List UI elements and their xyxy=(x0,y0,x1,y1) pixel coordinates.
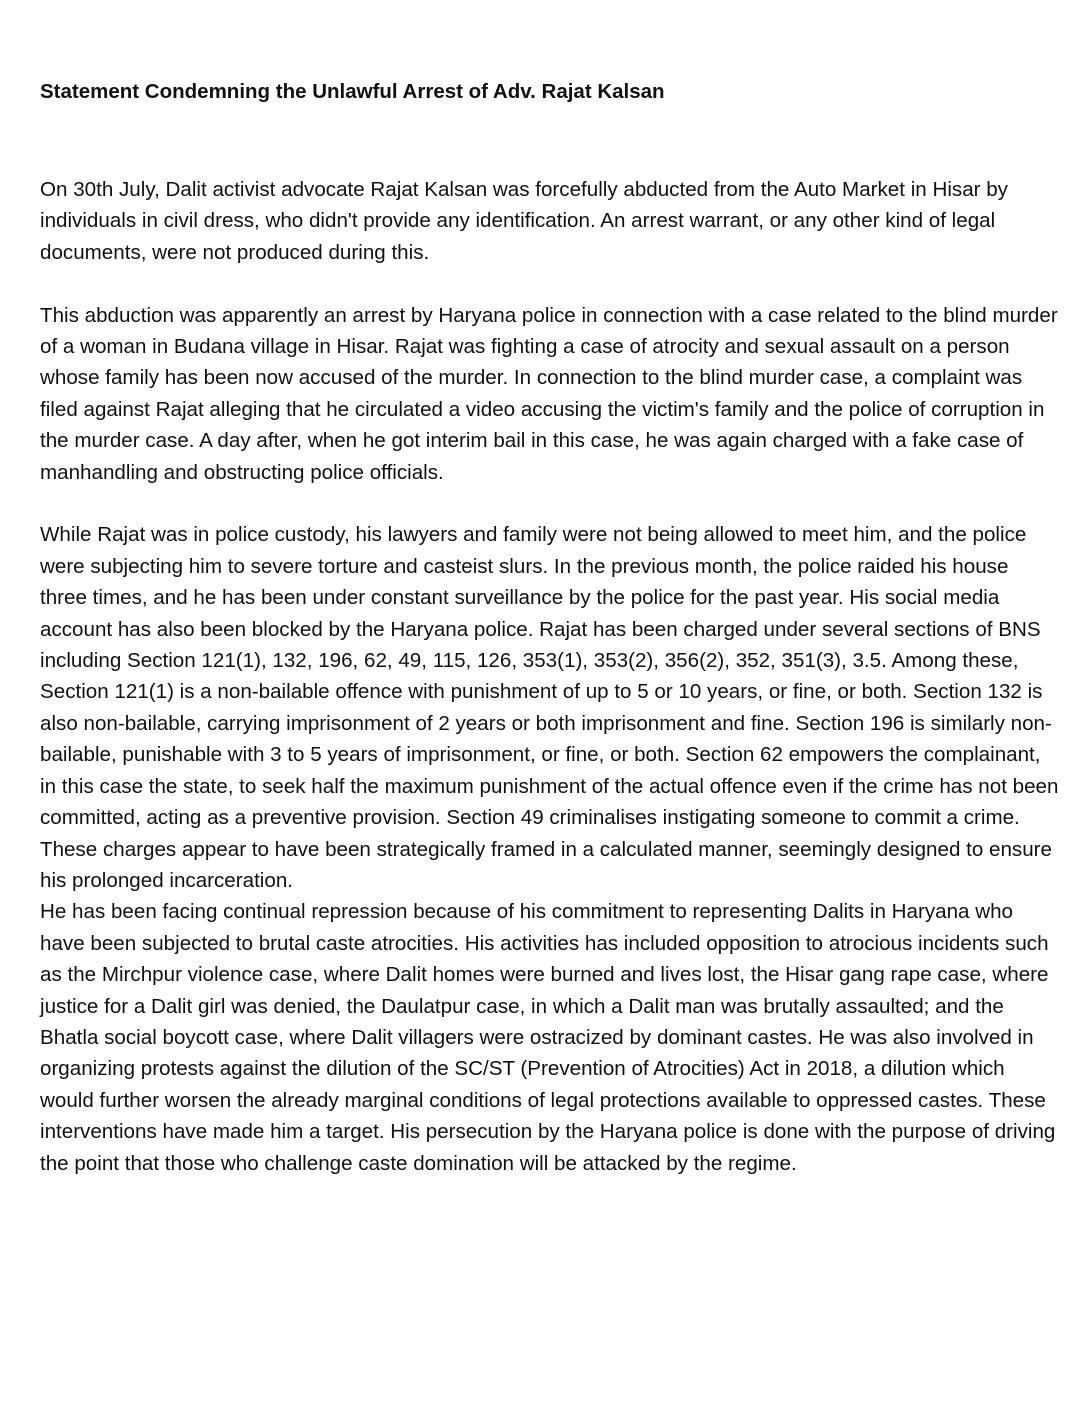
document-body xyxy=(40,174,1060,1179)
paragraph-abduction: On 30th July, Dalit activist advocate Rajat Kalsan was forcefully abducted from the Auto Market in Hisar by individuals in civil dress, who didn't provide any identification. An arrest warrant, or any other kind of legal documents, were not produced during this. xyxy=(40,178,1008,264)
paragraph-strategic-charges: These charges appear to have been strategically framed in a calculated manner, seemingly designed to ensure his prolonged incarceration. xyxy=(40,837,1052,892)
paragraph-repression: He has been facing continual repression because of his commitment to representing Dalits in Haryana who have been subjected to brutal caste atrocities. His activities has included opposition to atrocious incidents such as the Mirchpur violence case, where Dalit homes were burned and lives lost, the Hisar gang rape case, where justice for a Dalit girl was denied, the Daulatpur case, in which a Dalit man was brutally assaulted; and the Bhatla social boycott case, where Dalit villagers were ostracized by dominant castes. He was also involved in organizing protests against the dilution of the SC/ST (Prevention of Atrocities) Act in 2018, a dilution which would further worsen the already marginal conditions of legal protections available to oppressed castes. These interventions have made him a target. His persecution by the Haryana police is done with the purpose of driving the point that those who challenge caste domination will be attacked by the regime. xyxy=(40,900,1056,1175)
paragraph-arrest-context: This abduction was apparently an arrest by Haryana police in connection with a case related to the blind murder of a woman in Budana village in Hisar. Rajat was fighting a case of atrocity and sexual assault on a person whose family has been now accused of the murder. In connection to the blind murder case, a complaint was filed against Rajat alleging that he circulated a video accusing the victim's family and the police of corruption in the murder case. A day after, when he got interim bail in this case, he was again charged with a fake case of manhandling and obstructing police officials. xyxy=(40,303,1058,484)
document-page xyxy=(40,74,1060,1179)
paragraph-custody-charges: While Rajat was in police custody, his lawyers and family were not being allowed to meet him, and the police were subjecting him to severe torture and casteist slurs. In the previous month, the police raided his house three times, and he has been under constant surveillance by the police for the past year. His social media account has also been blocked by the Haryana police. Rajat has been charged under several sections of BNS including Section 121(1), 132, 196, 62, 49, 115, 126, 353(1), 353(2), 356(2), 352, 351(3), 3.5. Among these, Section 121(1) is a non-bailable offence with punishment of up to 5 or 10 years, or fine, or both. Section 132 is also non-bailable, carrying imprisonment of 2 years or both imprisonment and fine. Section 196 is similarly non-bailable, punishable with 3 to 5 years of imprisonment, or fine, or both. Section 62 empowers the complainant, in this case the state, to seek half the maximum punishment of the actual offence even if the crime has not been committed, acting as a preventive provision. Section 49 criminalises instigating someone to commit a crime. xyxy=(40,523,1059,830)
document-title: Statement Condemning the Unlawful Arrest of Adv. Rajat Kalsan xyxy=(40,80,665,103)
